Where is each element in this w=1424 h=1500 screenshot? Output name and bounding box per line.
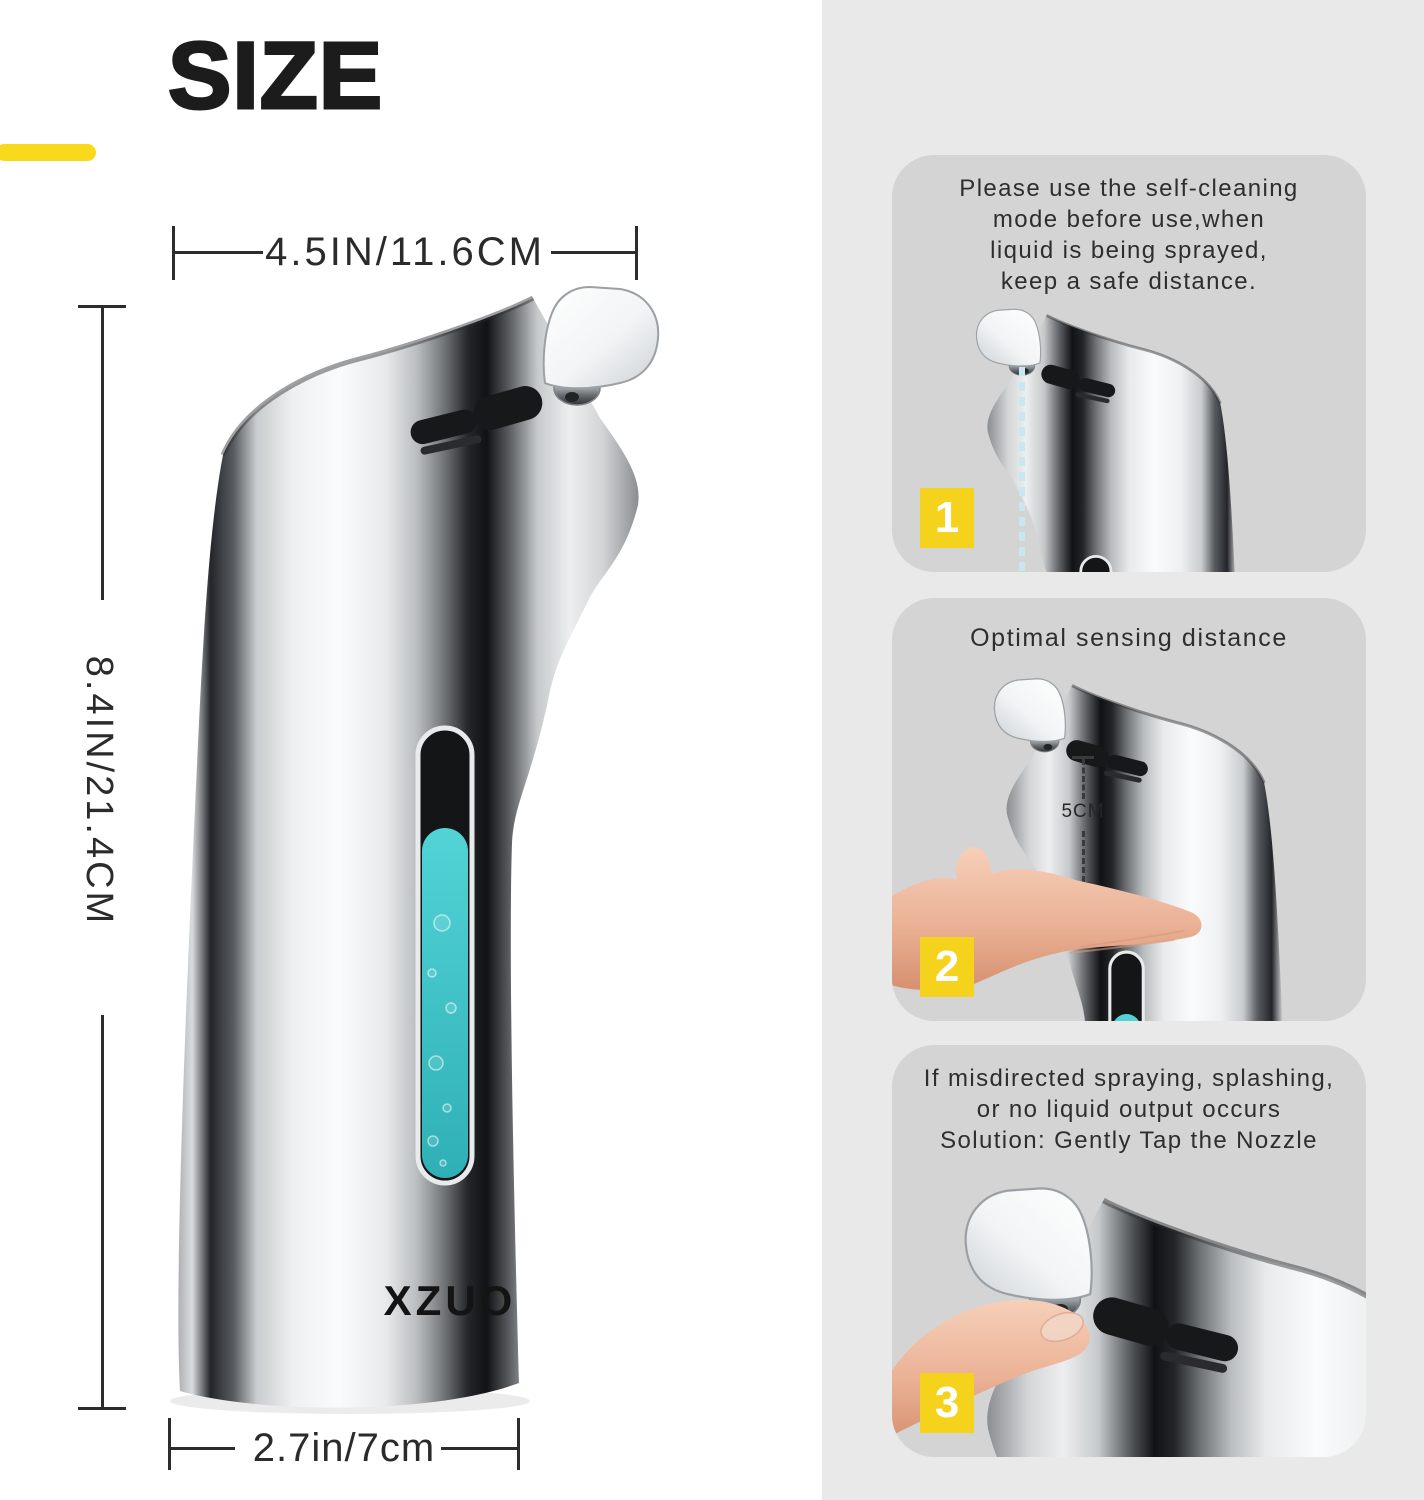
instruction-panel-1 <box>892 155 1366 572</box>
step-badge-2: 2 <box>920 937 974 997</box>
dimension-tick <box>168 1418 171 1470</box>
liquid-spray <box>1019 367 1025 572</box>
dimension-line <box>101 1015 104 1407</box>
instruction-text-3 <box>892 1063 1366 1156</box>
dimension-line <box>551 251 635 254</box>
instruction-line: If misdirected spraying, splashing, <box>923 1065 1335 1092</box>
width-dimension-label: 4.5IN/11.6CM <box>265 230 545 274</box>
instruction-line: keep a safe distance. <box>1000 268 1258 295</box>
instruction-text-1 <box>892 173 1366 297</box>
instruction-line: liquid is being sprayed, <box>990 237 1268 264</box>
soap-dispenser-image <box>170 283 675 1418</box>
height-dimension <box>78 305 126 1410</box>
accent-bar <box>0 144 96 161</box>
instruction-line: Please use the self-cleaning <box>959 175 1299 202</box>
base-dimension-label: 2.7in/7cm <box>252 1426 436 1470</box>
dimension-tick <box>78 1407 126 1410</box>
sensing-distance-label: 5CM <box>1061 801 1105 822</box>
size-title: SIZE <box>168 23 384 129</box>
instruction-panel-2 <box>892 598 1366 1021</box>
base-dimension <box>168 1418 520 1472</box>
dimension-tick <box>517 1418 520 1470</box>
sensing-distance-title: Optimal sensing distance <box>970 624 1288 652</box>
instruction-line: or no liquid output occurs <box>976 1096 1282 1123</box>
dimension-line <box>441 1447 517 1450</box>
brand-text: XZUO <box>383 1277 517 1324</box>
dispenser-self-cleaning-image <box>967 307 1250 572</box>
dimension-line <box>171 1447 235 1450</box>
sensing-dimension-line <box>1082 759 1085 799</box>
width-dimension <box>172 226 638 282</box>
instruction-panel-3 <box>892 1045 1366 1457</box>
dimension-line <box>101 308 104 600</box>
instruction-line: mode before use,when <box>992 206 1266 233</box>
dimension-tick <box>635 226 638 280</box>
step-badge-3: 3 <box>920 1373 974 1433</box>
instruction-line: Solution: Gently Tap the Nozzle <box>940 1127 1318 1154</box>
step-badge-1: 1 <box>920 488 974 548</box>
dimension-line <box>175 251 263 254</box>
height-dimension-label: 8.4IN/21.4CM <box>78 655 120 927</box>
